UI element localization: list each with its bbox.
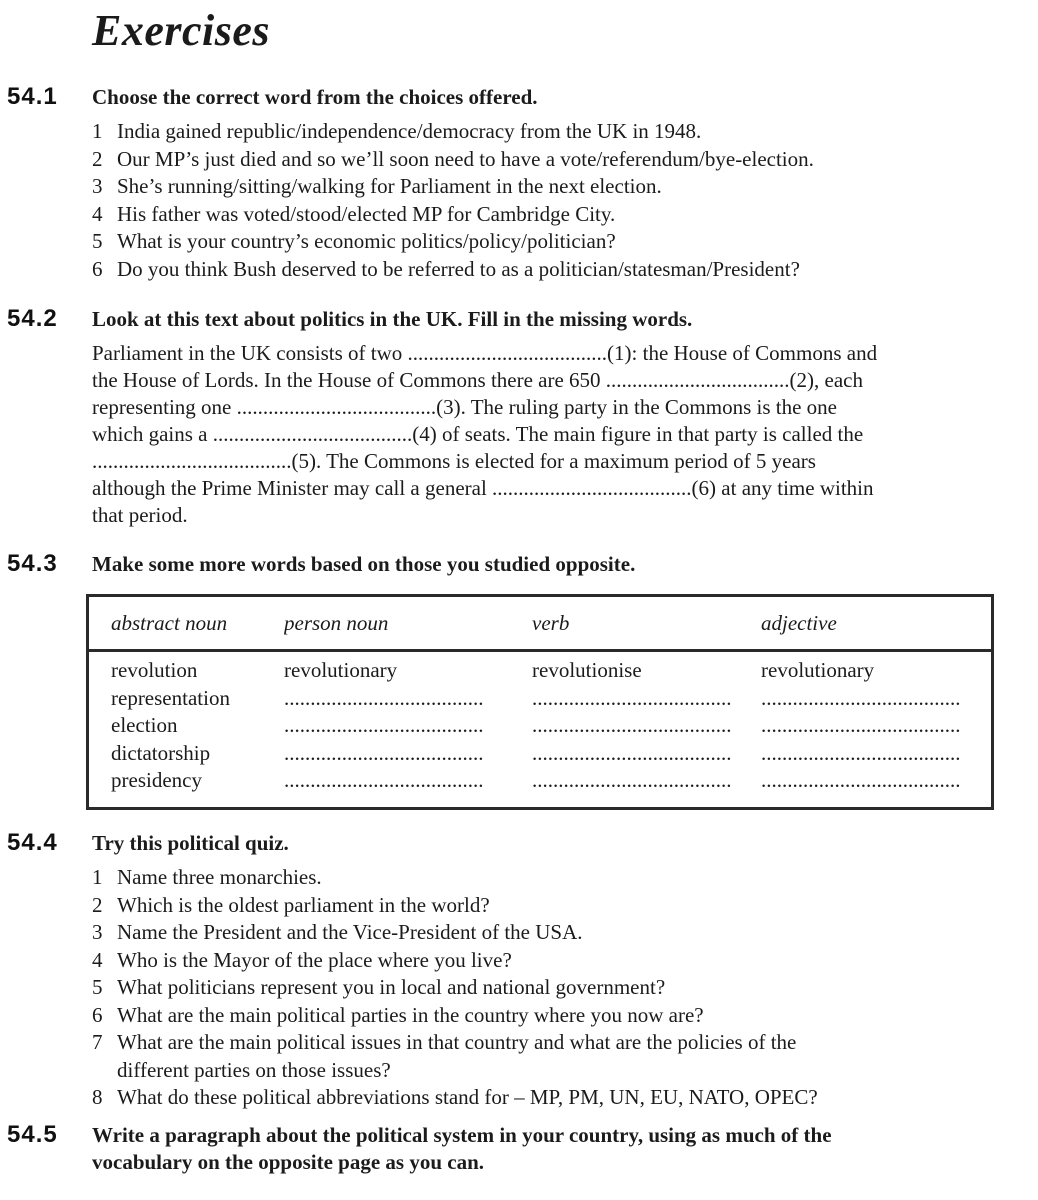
list-item: [92, 892, 1004, 920]
table-cell: dictatorship: [111, 740, 211, 765]
table-row: [89, 712, 983, 740]
page-title: Exercises: [92, 6, 271, 55]
item-number: 3: [92, 174, 103, 198]
table-cell: ......................................: [532, 685, 732, 710]
table-row: [89, 767, 983, 795]
table-cell: ......................................: [284, 713, 484, 737]
item-text: Which is the oldest parliament in the world?: [117, 892, 490, 917]
item-number: 8: [92, 1085, 103, 1109]
list-item: [92, 118, 1004, 146]
table-cell: revolutionary: [284, 658, 398, 682]
list-item: [92, 256, 1004, 284]
table-cell: ......................................: [284, 685, 484, 710]
exercise-instruction-line: vocabulary on the opposite page as you can.: [92, 1150, 485, 1174]
exercise-instruction: Choose the correct word from the choices offered.: [92, 85, 538, 109]
paragraph-line: ......................................(5). The Commons is elected for a maximum period of 5 years: [92, 449, 816, 473]
item-number: 2: [92, 146, 103, 171]
table-cell: representation: [111, 685, 230, 710]
list-item: [92, 919, 1004, 947]
table-header-cell: verb: [532, 611, 570, 635]
table-cell: ......................................: [761, 713, 961, 737]
item-text: Who is the Mayor of the place where you live?: [117, 947, 512, 972]
item-number: 4: [92, 201, 103, 226]
list-item: [92, 947, 1004, 975]
exercise-number: 54.2: [7, 305, 58, 332]
paragraph-line: that period.: [92, 503, 188, 527]
list-item: [92, 864, 1004, 892]
exercise-number: 54.4: [7, 829, 58, 856]
table-cell: ......................................: [532, 740, 732, 765]
item-number: 1: [92, 119, 103, 143]
table-cell: ......................................: [761, 740, 961, 765]
item-number: 4: [92, 947, 103, 972]
table-cell: ......................................: [761, 768, 961, 792]
exercise-instruction: Look at this text about politics in the UK. Fill in the missing words.: [92, 307, 693, 331]
exercise-instruction-line: Write a paragraph about the political system in your country, using as much of the: [92, 1123, 832, 1147]
item-number: 5: [92, 229, 103, 253]
table-body: [89, 652, 991, 807]
list-item: [92, 1029, 1004, 1057]
item-number: 5: [92, 975, 103, 999]
table-row: [89, 657, 983, 685]
exercise-number: 54.3: [7, 550, 58, 577]
table-cell: revolution: [111, 658, 198, 682]
paragraph-line: which gains a ......................................(4) of seats. The main figure in that party is called the: [92, 422, 864, 446]
list-item: [92, 1084, 1004, 1112]
table-cell: revolutionise: [532, 658, 642, 682]
item-text: What politicians represent you in local and national government?: [117, 975, 666, 999]
item-text: What are the main political parties in the country where you now are?: [117, 1002, 704, 1027]
exercise-number: 54.5: [7, 1121, 58, 1148]
table-cell: revolutionary: [761, 658, 875, 682]
table-header-cell: abstract noun: [111, 611, 228, 635]
table-header-row: [89, 597, 991, 652]
exercise-number: 54.1: [7, 83, 58, 110]
table-cell: ......................................: [761, 685, 961, 710]
exercise-54-3: [0, 551, 1038, 810]
paragraph-line: Parliament in the UK consists of two ......................................(1): the House of Commons and: [92, 341, 878, 365]
exercise-54-2: [0, 306, 1038, 529]
item-text: What are the main political issues in that country and what are the policies of the: [117, 1030, 797, 1054]
item-text: Name the President and the Vice-President of the USA.: [117, 920, 583, 944]
word-formation-table: [86, 594, 994, 810]
item-text-continued: different parties on those issues?: [117, 1057, 391, 1082]
item-number: 6: [92, 256, 103, 281]
list-item: [92, 974, 1004, 1002]
table-header-cell: adjective: [761, 611, 837, 635]
item-number: 6: [92, 1002, 103, 1027]
exercise-54-4: [0, 830, 1038, 1112]
table-header-cell: person noun: [284, 611, 389, 635]
item-text: She’s running/sitting/walking for Parliament in the next election.: [117, 174, 662, 198]
list-item: [92, 201, 1004, 229]
item-text: Our MP’s just died and so we’ll soon need to have a vote/referendum/bye-election.: [117, 146, 814, 171]
list-item: [92, 173, 1004, 201]
paragraph-line: although the Prime Minister may call a general ......................................(6) at any time within: [92, 476, 874, 500]
item-number: 7: [92, 1030, 103, 1054]
exercise-54-1: [0, 84, 1038, 283]
item-number: 2: [92, 892, 103, 917]
list-item: [92, 1002, 1004, 1030]
item-text: India gained republic/independence/democracy from the UK in 1948.: [117, 119, 702, 143]
table-row: [89, 685, 983, 713]
list-item: [92, 146, 1004, 174]
exercise-item-list: [92, 864, 1004, 1112]
table-cell: ......................................: [284, 768, 484, 792]
paragraph-line: the House of Lords. In the House of Commons there are 650 ...................................(2), each: [92, 368, 864, 392]
list-item: [92, 228, 1004, 256]
item-text: His father was voted/stood/elected MP for Cambridge City.: [117, 201, 616, 226]
exercise-instruction: Try this political quiz.: [92, 831, 289, 855]
exercise-item-list: [92, 118, 1004, 283]
item-text: What do these political abbreviations stand for – MP, PM, UN, EU, NATO, OPEC?: [117, 1085, 818, 1109]
exercise-54-5: [0, 1122, 1038, 1176]
gap-fill-text: [92, 340, 1004, 529]
table-cell: ......................................: [532, 713, 732, 737]
item-text: What is your country’s economic politics/policy/politician?: [117, 229, 616, 253]
item-text: Name three monarchies.: [117, 865, 322, 889]
exercise-instruction: Make some more words based on those you studied opposite.: [92, 552, 636, 576]
item-number: 1: [92, 865, 103, 889]
item-number: 3: [92, 920, 103, 944]
table-cell: ......................................: [532, 768, 732, 792]
item-text: Do you think Bush deserved to be referred to as a politician/statesman/President?: [117, 256, 800, 281]
paragraph-line: representing one ......................................(3). The ruling party in the Commons is the one: [92, 395, 837, 419]
table-cell: election: [111, 713, 178, 737]
table-cell: ......................................: [284, 740, 484, 765]
table-row: [89, 740, 983, 768]
table-cell: presidency: [111, 768, 202, 792]
